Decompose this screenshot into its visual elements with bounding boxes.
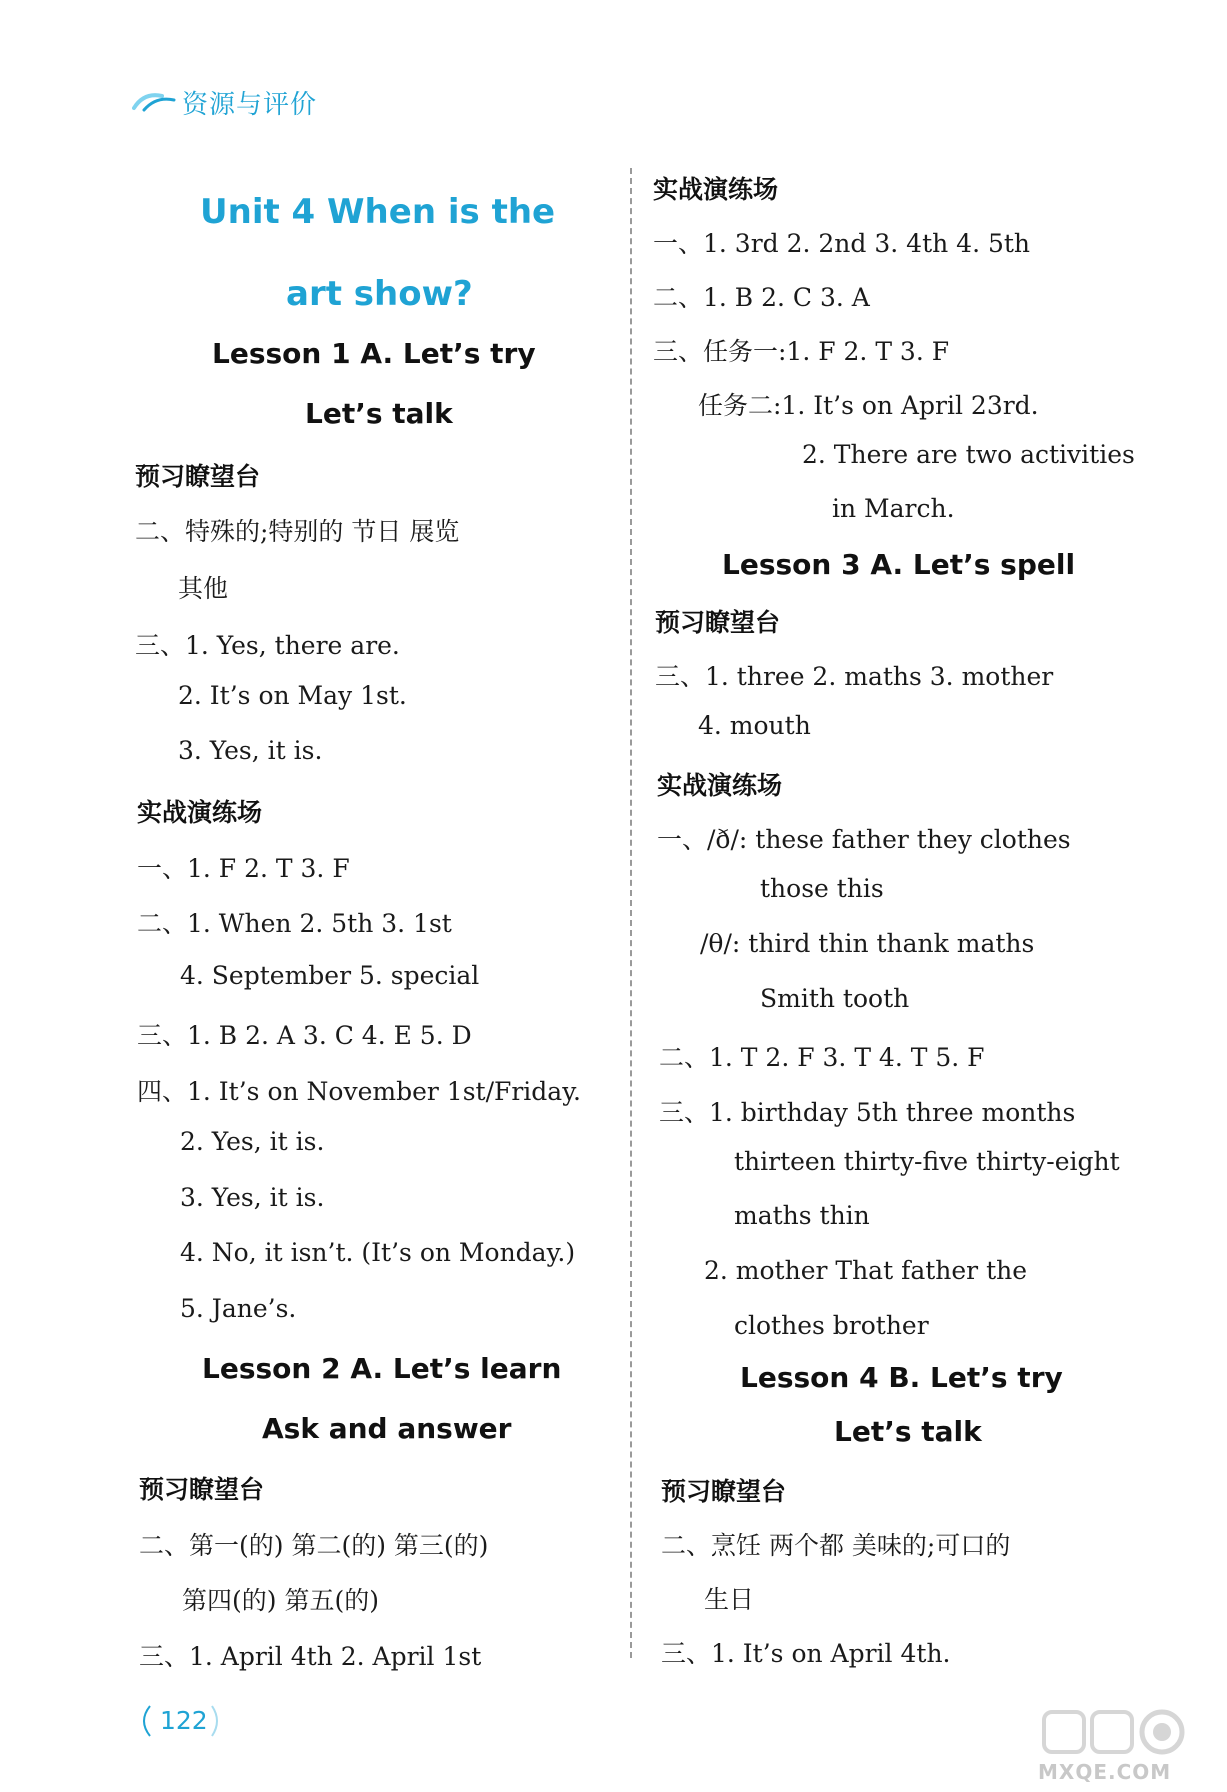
section-preview-2: 预习瞭望台 xyxy=(139,1475,265,1504)
answer-line: 二、特殊的;特别的 节日 展览 xyxy=(135,517,460,546)
section-practice-1: 实战演练场 xyxy=(137,798,263,827)
answer-line: 一、/ð/: these father they clothes xyxy=(657,825,1071,854)
answer-line: 4. mouth xyxy=(698,711,811,740)
lesson1-heading: Lesson 1 A. Let’s try xyxy=(212,337,536,370)
answer-line: 2. Yes, it is. xyxy=(180,1127,325,1156)
section-preview-1: 预习瞭望台 xyxy=(135,462,261,491)
answer-line: /θ/: third thin thank maths xyxy=(700,929,1035,958)
answer-line: 二、第一(的) 第二(的) 第三(的) xyxy=(139,1531,489,1560)
answer-line: in March. xyxy=(832,494,955,523)
answer-line: 三、1. It’s on April 4th. xyxy=(661,1639,951,1668)
watermark-domain: MXQE.COM xyxy=(1038,1760,1172,1784)
answer-line: 第四(的) 第五(的) xyxy=(182,1586,379,1615)
swoosh-logo-icon xyxy=(132,86,178,114)
answer-line: 一、1. F 2. T 3. F xyxy=(137,854,350,883)
section-practice-2: 实战演练场 xyxy=(653,175,779,204)
lesson4-subheading: Let’s talk xyxy=(834,1415,982,1448)
answer-line: 2. There are two activities xyxy=(802,440,1135,469)
column-divider xyxy=(630,168,632,1658)
answer-line: 4. September 5. special xyxy=(180,961,480,990)
answer-line: 其他 xyxy=(178,574,229,603)
answer-line: 5. Jane’s. xyxy=(180,1294,297,1323)
section-preview-4: 预习瞭望台 xyxy=(661,1477,787,1506)
watermark xyxy=(1038,1706,1218,1786)
answer-line: 二、1. B 2. C 3. A xyxy=(653,283,870,312)
answer-line: 四、1. It’s on November 1st/Friday. xyxy=(137,1077,581,1106)
answer-line: 三、1. three 2. maths 3. mother xyxy=(655,662,1054,691)
answer-line: 二、1. T 2. F 3. T 4. T 5. F xyxy=(659,1043,985,1072)
answer-line: 一、1. 3rd 2. 2nd 3. 4th 4. 5th xyxy=(653,229,1031,258)
answer-line: 二、烹饪 两个都 美味的;可口的 xyxy=(661,1531,1011,1560)
unit-title-line-2: art show? xyxy=(286,274,473,314)
answer-line: 三、1. April 4th 2. April 1st xyxy=(139,1642,482,1671)
section-practice-3: 实战演练场 xyxy=(657,771,783,800)
answer-line: 2. mother That father the xyxy=(704,1256,1028,1285)
unit-title-line-1: Unit 4 When is the xyxy=(200,192,556,232)
lesson4-heading: Lesson 4 B. Let’s try xyxy=(740,1361,1063,1394)
answer-line: 2. It’s on May 1st. xyxy=(178,681,407,710)
section-preview-3: 预习瞭望台 xyxy=(655,608,781,637)
answer-line: thirteen thirty-five thirty-eight xyxy=(734,1147,1120,1176)
lesson1-subheading: Let’s talk xyxy=(305,397,453,430)
answer-line: clothes brother xyxy=(734,1311,929,1340)
watermark-logo-icon xyxy=(1038,1706,1218,1760)
answer-line: maths thin xyxy=(734,1201,870,1230)
header-title: 资源与评价 xyxy=(182,90,318,120)
answer-line: 三、1. birthday 5th three months xyxy=(659,1098,1076,1127)
answer-line: 三、1. Yes, there are. xyxy=(135,631,400,660)
answer-line: 任务二:1. It’s on April 23rd. xyxy=(698,391,1039,420)
answer-line: 3. Yes, it is. xyxy=(180,1183,325,1212)
answer-line: 生日 xyxy=(704,1585,755,1614)
answer-line: 4. No, it isn’t. (It’s on Monday.) xyxy=(180,1238,576,1267)
answer-line: Smith tooth xyxy=(760,984,910,1013)
answer-line: 二、1. When 2. 5th 3. 1st xyxy=(137,909,452,938)
answer-line: 三、任务一:1. F 2. T 3. F xyxy=(653,337,950,366)
answer-line: 3. Yes, it is. xyxy=(178,736,323,765)
lesson2-heading: Lesson 2 A. Let’s learn xyxy=(202,1352,562,1385)
page-number: 122 xyxy=(160,1706,208,1735)
answer-line: those this xyxy=(760,874,884,903)
lesson3-heading: Lesson 3 A. Let’s spell xyxy=(722,548,1076,581)
lesson2-subheading: Ask and answer xyxy=(262,1412,512,1445)
page-number-badge xyxy=(134,1702,224,1740)
answer-line: 三、1. B 2. A 3. C 4. E 5. D xyxy=(137,1021,472,1050)
